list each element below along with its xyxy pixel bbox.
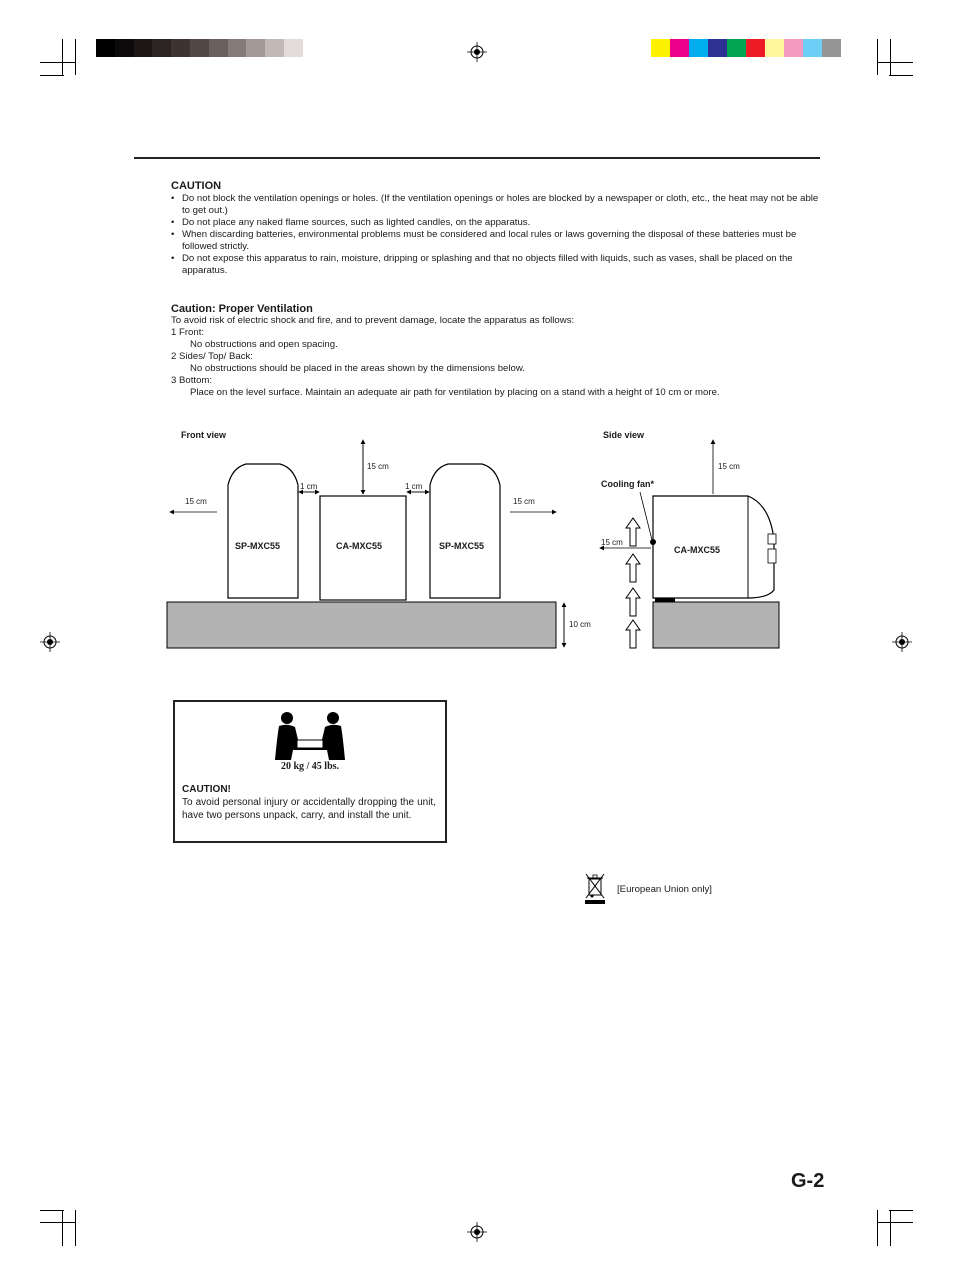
lift-caution-heading: CAUTION! <box>182 784 231 795</box>
cooling-fan-label: Cooling fan* <box>601 479 654 489</box>
airflow-arrow <box>626 588 640 616</box>
lift-caution-box <box>173 700 447 843</box>
airflow-arrow <box>626 620 640 648</box>
left-speaker <box>228 464 298 598</box>
crossed-bin-icon <box>585 873 605 905</box>
gap-right-label: 1 cm <box>405 482 423 491</box>
page-number: G-2 <box>791 1170 825 1192</box>
front-stand <box>167 602 556 648</box>
speaker-right-label: SP-MXC55 <box>439 541 485 551</box>
caution-item: • Do not block the ventilation openings or holes. (If the ventilation openings or holes are blocked by a newspaper or cloth, etc., the heat may not be able to get out.) <box>171 193 819 217</box>
front-view-label: Front view <box>181 430 227 440</box>
side-top-clearance-label: 15 cm <box>718 462 740 471</box>
cooling-fan-leader <box>640 492 652 540</box>
airflow-arrow <box>626 518 640 546</box>
right-speaker <box>430 464 500 598</box>
ventilation-intro: To avoid risk of electric shock and fire, and to prevent damage, locate the apparatus as follows: <box>171 315 575 326</box>
left-clearance-label: 15 cm <box>185 497 207 506</box>
ventilation-item-title: 3 Bottom: <box>171 375 213 386</box>
gap-left-label: 1 cm <box>300 482 318 491</box>
bottom-clearance-label: 10 cm <box>569 620 591 629</box>
caution-heading: CAUTION <box>171 180 222 192</box>
caution-item: • Do not place any naked flame sources, such as lighted candles, on the apparatus. <box>171 217 819 229</box>
cooling-fan-dot <box>650 539 656 545</box>
right-clearance-label: 15 cm <box>513 497 535 506</box>
ventilation-item-text: Place on the level surface. Maintain an adequate air path for ventilation by placing on a stand with a height of 10 cm or more. <box>190 387 720 398</box>
registration-target-bottom <box>467 1222 487 1242</box>
ventilation-item-title: 1 Front: <box>171 327 205 338</box>
weight-label: 20 kg / 45 lbs. <box>280 761 340 772</box>
side-left-clearance-label: 15 cm <box>601 538 623 547</box>
airflow-arrow <box>626 554 640 582</box>
side-stand <box>653 602 779 648</box>
ventilation-item-text: No obstructions and open spacing. <box>190 339 338 350</box>
ventilation-item-title: 2 Sides/ Top/ Back: <box>171 351 253 362</box>
eu-note: [European Union only] <box>617 884 712 895</box>
lift-caution-text: To avoid personal injury or accidentally dropping the unit, have two persons unpack, carry, and install the unit. <box>182 797 436 821</box>
caution-item: • Do not expose this apparatus to rain, moisture, dripping or splashing and that no objects filled with liquids, such as vases, shall be placed on the apparatus. <box>171 253 819 277</box>
top-clearance-label: 15 cm <box>367 462 389 471</box>
ventilation-heading: Caution: Proper Ventilation <box>171 303 313 315</box>
two-person-lift-icon <box>273 710 347 762</box>
ventilation-item-text: No obstructions should be placed in the areas shown by the dimensions below. <box>190 363 525 374</box>
speaker-left-label: SP-MXC55 <box>235 541 281 551</box>
side-view-label: Side view <box>603 430 645 440</box>
side-unit-label: CA-MXC55 <box>674 545 721 555</box>
center-unit-label: CA-MXC55 <box>336 541 383 551</box>
caution-item: • When discarding batteries, environmental problems must be considered and local rules or laws governing the disposal of these batteries must be followed strictly. <box>171 229 819 253</box>
